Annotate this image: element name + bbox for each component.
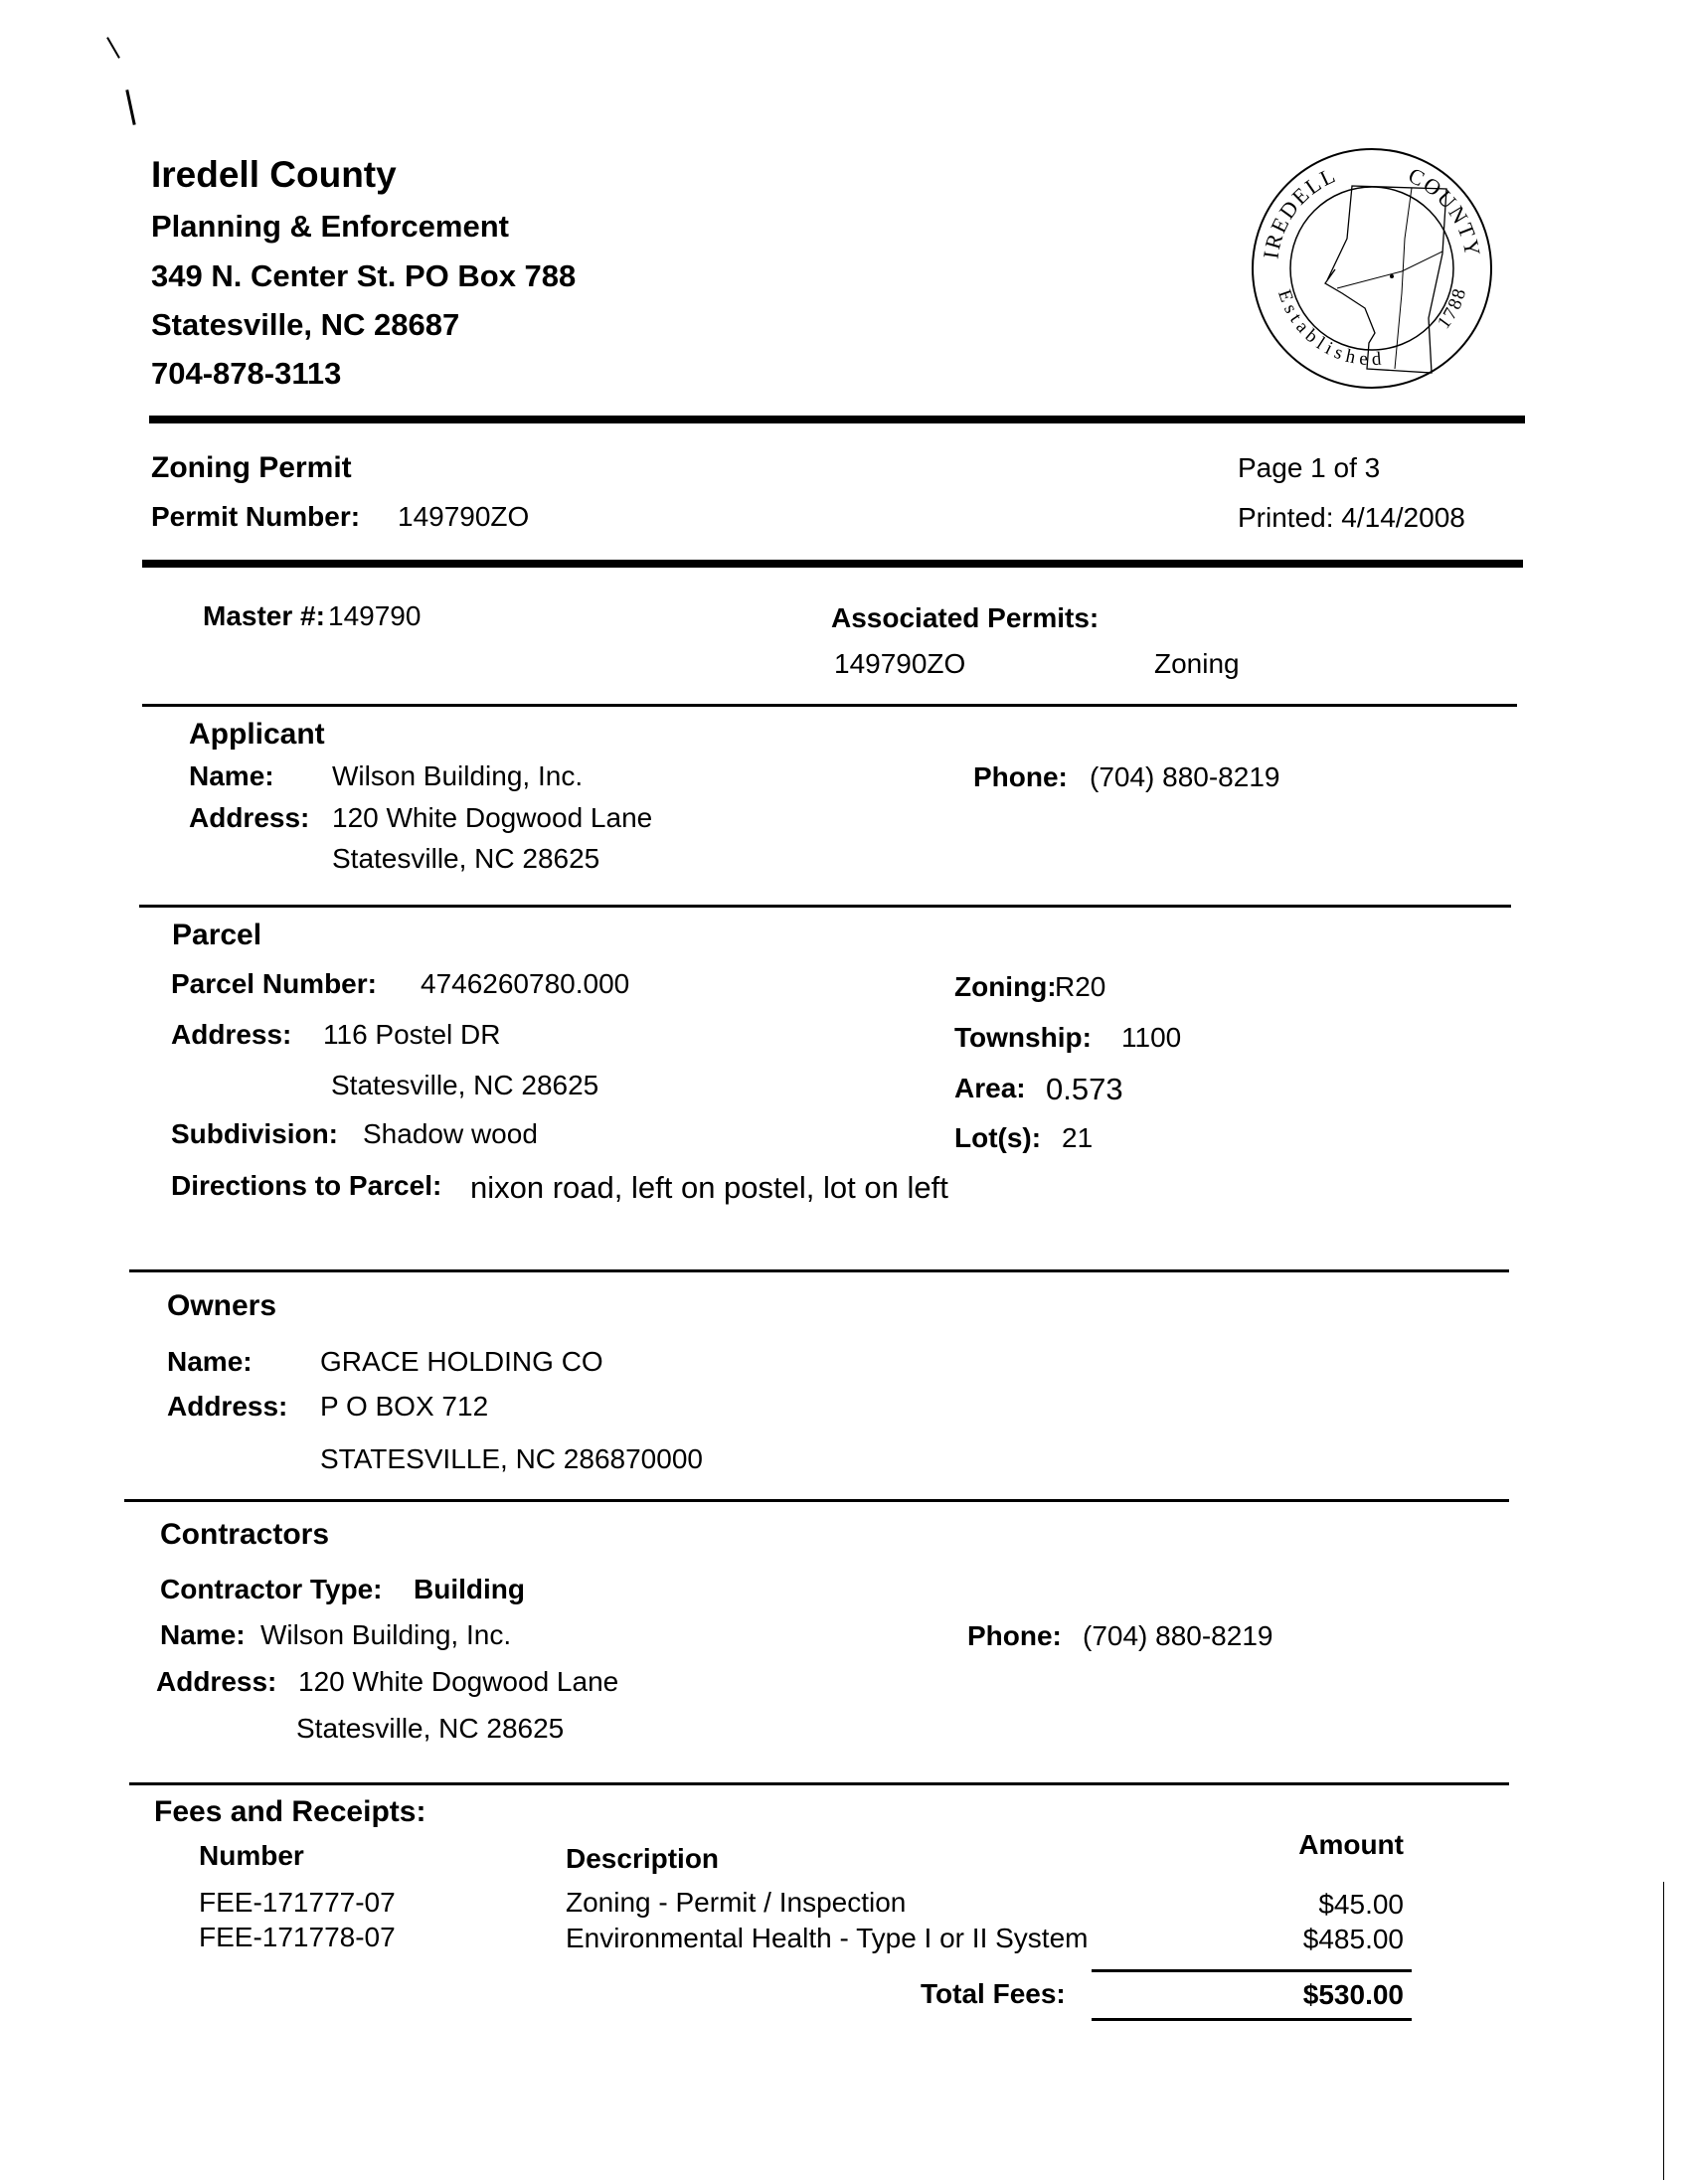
- contractor-phone: (704) 880-8219: [1083, 1620, 1273, 1651]
- applicant-phone: (704) 880-8219: [1090, 761, 1280, 792]
- directions-label: Directions to Parcel:: [171, 1170, 442, 1201]
- lots-value: 21: [1062, 1122, 1094, 1153]
- page-indicator: Page 1 of 3: [1238, 452, 1381, 483]
- associated-permit-type: Zoning: [1154, 648, 1240, 679]
- applicant-address-line2: Statesville, NC 28625: [332, 843, 600, 874]
- section-divider: [129, 1782, 1509, 1785]
- contractor-address-line2: Statesville, NC 28625: [296, 1713, 565, 1744]
- contractors-heading: Contractors: [160, 1518, 330, 1551]
- scan-mark: [125, 89, 135, 125]
- owner-name: GRACE HOLDING CO: [320, 1346, 603, 1377]
- parcel-heading: Parcel: [172, 919, 262, 951]
- associated-permits-label: Associated Permits:: [831, 602, 1100, 633]
- contractor-type-value: Building: [414, 1574, 525, 1604]
- svg-text:COUNTY: COUNTY: [1404, 162, 1486, 260]
- owners-heading: Owners: [167, 1289, 277, 1322]
- applicant-address-line1: 120 White Dogwood Lane: [332, 802, 653, 833]
- svg-text:1788: 1788: [1433, 284, 1471, 333]
- fee-number: FEE-171778-07: [199, 1922, 396, 1952]
- total-fees-label: Total Fees:: [921, 1978, 1066, 2009]
- owner-address-line2: STATESVILLE, NC 286870000: [320, 1443, 703, 1474]
- applicant-phone-label: Phone:: [973, 761, 1068, 792]
- lots-label: Lot(s):: [954, 1122, 1042, 1153]
- owner-address-label: Address:: [167, 1391, 288, 1422]
- subdivision-value: Shadow wood: [363, 1118, 538, 1149]
- applicant-name-label: Name:: [189, 760, 274, 791]
- scan-mark: [106, 37, 120, 59]
- permit-number: 149790ZO: [398, 501, 530, 532]
- master-value: 149790: [328, 600, 422, 631]
- total-top-rule: [1092, 1969, 1412, 1972]
- fees-col-number: Number: [199, 1840, 304, 1871]
- section-divider: [142, 704, 1517, 707]
- area-label: Area:: [954, 1073, 1026, 1103]
- section-divider: [124, 1499, 1509, 1502]
- fee-description: Environmental Health - Type I or II System: [566, 1923, 1089, 1953]
- svg-text:Established: Established: [1272, 286, 1388, 371]
- agency-street: 349 N. Center St. PO Box 788: [151, 258, 577, 293]
- permit-title: Zoning Permit: [151, 451, 352, 484]
- contractor-name-label: Name:: [160, 1619, 246, 1650]
- directions-value: nixon road, left on postel, lot on left: [470, 1170, 948, 1205]
- permit-divider: [142, 560, 1523, 568]
- total-fees-value: $530.00: [1302, 1979, 1404, 2010]
- county-seal-icon: [1248, 144, 1496, 393]
- master-label: Master #:: [203, 600, 325, 631]
- parcel-address-line1: 116 Postel DR: [323, 1019, 501, 1050]
- parcel-number: 4746260780.000: [421, 968, 630, 999]
- section-divider: [139, 905, 1511, 908]
- township-label: Township:: [954, 1022, 1092, 1053]
- printed-date: Printed: 4/14/2008: [1238, 502, 1465, 533]
- township-value: 1100: [1121, 1022, 1182, 1053]
- owner-name-label: Name:: [167, 1346, 253, 1377]
- fee-number: FEE-171777-07: [199, 1887, 396, 1918]
- fee-amount: $485.00: [1302, 1924, 1404, 1954]
- contractor-name: Wilson Building, Inc.: [260, 1619, 512, 1650]
- fee-amount: $45.00: [1318, 1889, 1404, 1920]
- associated-permit-number: 149790ZO: [834, 648, 966, 679]
- fees-col-description: Description: [566, 1843, 720, 1874]
- subdivision-label: Subdivision:: [171, 1118, 338, 1149]
- contractor-address-line1: 120 White Dogwood Lane: [298, 1666, 619, 1697]
- applicant-heading: Applicant: [189, 718, 325, 751]
- fee-description: Zoning - Permit / Inspection: [566, 1887, 907, 1918]
- contractor-address-label: Address:: [156, 1666, 277, 1697]
- applicant-name: Wilson Building, Inc.: [332, 760, 584, 791]
- zoning-value: R20: [1055, 971, 1106, 1002]
- section-divider: [129, 1269, 1509, 1272]
- svg-text:IREDELL: IREDELL: [1258, 161, 1341, 260]
- fees-col-amount: Amount: [1298, 1829, 1404, 1860]
- permit-number-label: Permit Number:: [151, 501, 361, 532]
- agency-department: Planning & Enforcement: [151, 209, 509, 244]
- parcel-address-label: Address:: [171, 1019, 292, 1050]
- total-bottom-rule: [1092, 2018, 1412, 2021]
- parcel-address-line2: Statesville, NC 28625: [331, 1070, 599, 1100]
- area-value: 0.573: [1046, 1072, 1123, 1106]
- fees-heading: Fees and Receipts:: [154, 1795, 426, 1828]
- applicant-address-label: Address:: [189, 802, 310, 833]
- agency-name: Iredell County: [151, 154, 397, 195]
- contractor-type-label: Contractor Type:: [160, 1574, 383, 1604]
- contractor-phone-label: Phone:: [967, 1620, 1062, 1651]
- header-divider: [149, 416, 1525, 423]
- scan-mark: [1663, 1882, 1664, 2180]
- parcel-number-label: Parcel Number:: [171, 968, 377, 999]
- agency-city: Statesville, NC 28687: [151, 307, 460, 342]
- owner-address-line1: P O BOX 712: [320, 1391, 489, 1422]
- zoning-label: Zoning:: [954, 971, 1057, 1002]
- agency-phone: 704-878-3113: [151, 356, 342, 391]
